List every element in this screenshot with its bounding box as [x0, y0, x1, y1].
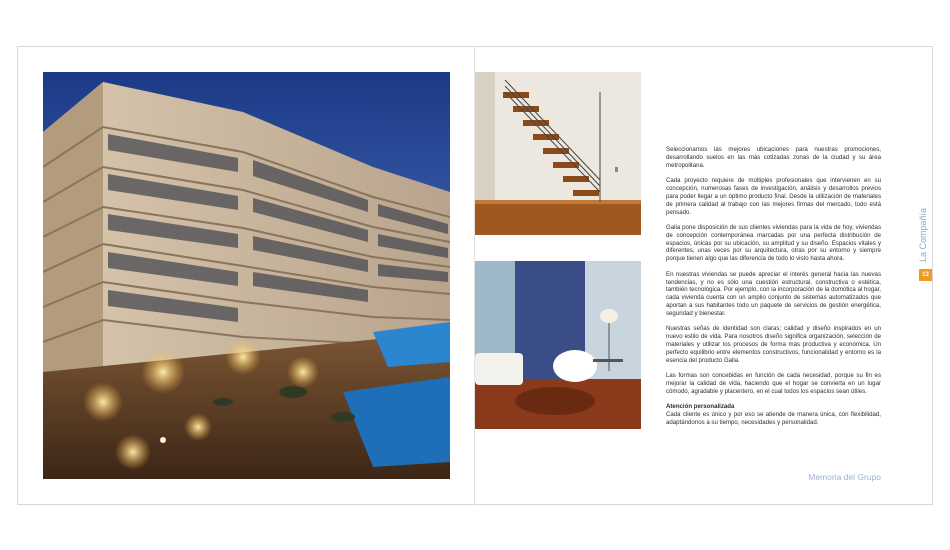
page-number-badge: 13 [919, 269, 932, 281]
paragraph-formas: Las formas son concebidas en función de cada necesidad, porque su fin es mejorar la calidad de vida, haciendo que el hogar se convierta en un lugar cómodo, agradable y placentero, en el cual todos los espacios sean útiles. [666, 372, 881, 395]
subheading-atencion: Atención personalizada [666, 403, 735, 411]
staircase-interior-photo [475, 72, 641, 235]
paragraph-identidad: Nuestras señas de identidad son claras; calidad y diseño inspirados en un nuevo estilo de vida. Para nosotros diseño significa organización, selección de materiales y utilizar los procesos de forma más productiva y económica. Un perfecto equilibrio entre elementos constructivos, funcionalidad y entorno es la esencia del producto Galia. [666, 325, 881, 364]
paragraph-tendencias: En nuestras viviendas se puede apreciar el interés general hacia las nuevas tendencias, y no es sólo una cuestión estructural, constructiva o estética, también tecnológica. Por ejemplo, con la incorporación de la domótica al hogar, cada vivienda cuenta con un amplio conjunto de sistemas automatizados que aportan a sus habitantes todo un paquete de servicios de gestión energética, seguridad y bienestar. [666, 270, 881, 317]
paragraph-ubicaciones: Seleccionamos las mejores ubicaciones para nuestras promociones, desarrollando suelos en las más cotizadas zonas de la ciudad y su área metropolitana. [666, 146, 881, 169]
section-title-vertical: La Compañía [918, 207, 928, 262]
paragraph-viviendas: Galia pone disposición de sus clientes viviendas para la vida de hoy, viviendas de concepción contemporánea marcadas por una perfecta distribución de espacios, únicas por su ubicación, su amplitud y su diseño. Espacios vitales y diferentes, unas veces por su arquitectura, otras por su entorno y siempre porque tienen algo que las diferencia de todo lo visto hasta ahora. [666, 223, 881, 263]
living-room-interior-photo [475, 261, 641, 429]
paragraph-cliente: Cada cliente es único y por eso se atiende de manera única, con flexibilidad, adaptándonos a su tiempo, necesidades y personalidad. [666, 411, 881, 427]
residential-building-photo [43, 72, 450, 479]
body-text-column [666, 146, 881, 434]
footer-title: Memoria del Grupo [808, 472, 881, 482]
paragraph-proyecto: Cada proyecto requiere de múltiples profesionales que intervienen en su concepción, numerosas fases de investigación, análisis y desarrollos previos para poder llegar a un óptimo producto final. Desde la utilización de materiales de primera calidad al trabajo con las mejores firmas del mercado, todo está pensado. [666, 177, 881, 216]
